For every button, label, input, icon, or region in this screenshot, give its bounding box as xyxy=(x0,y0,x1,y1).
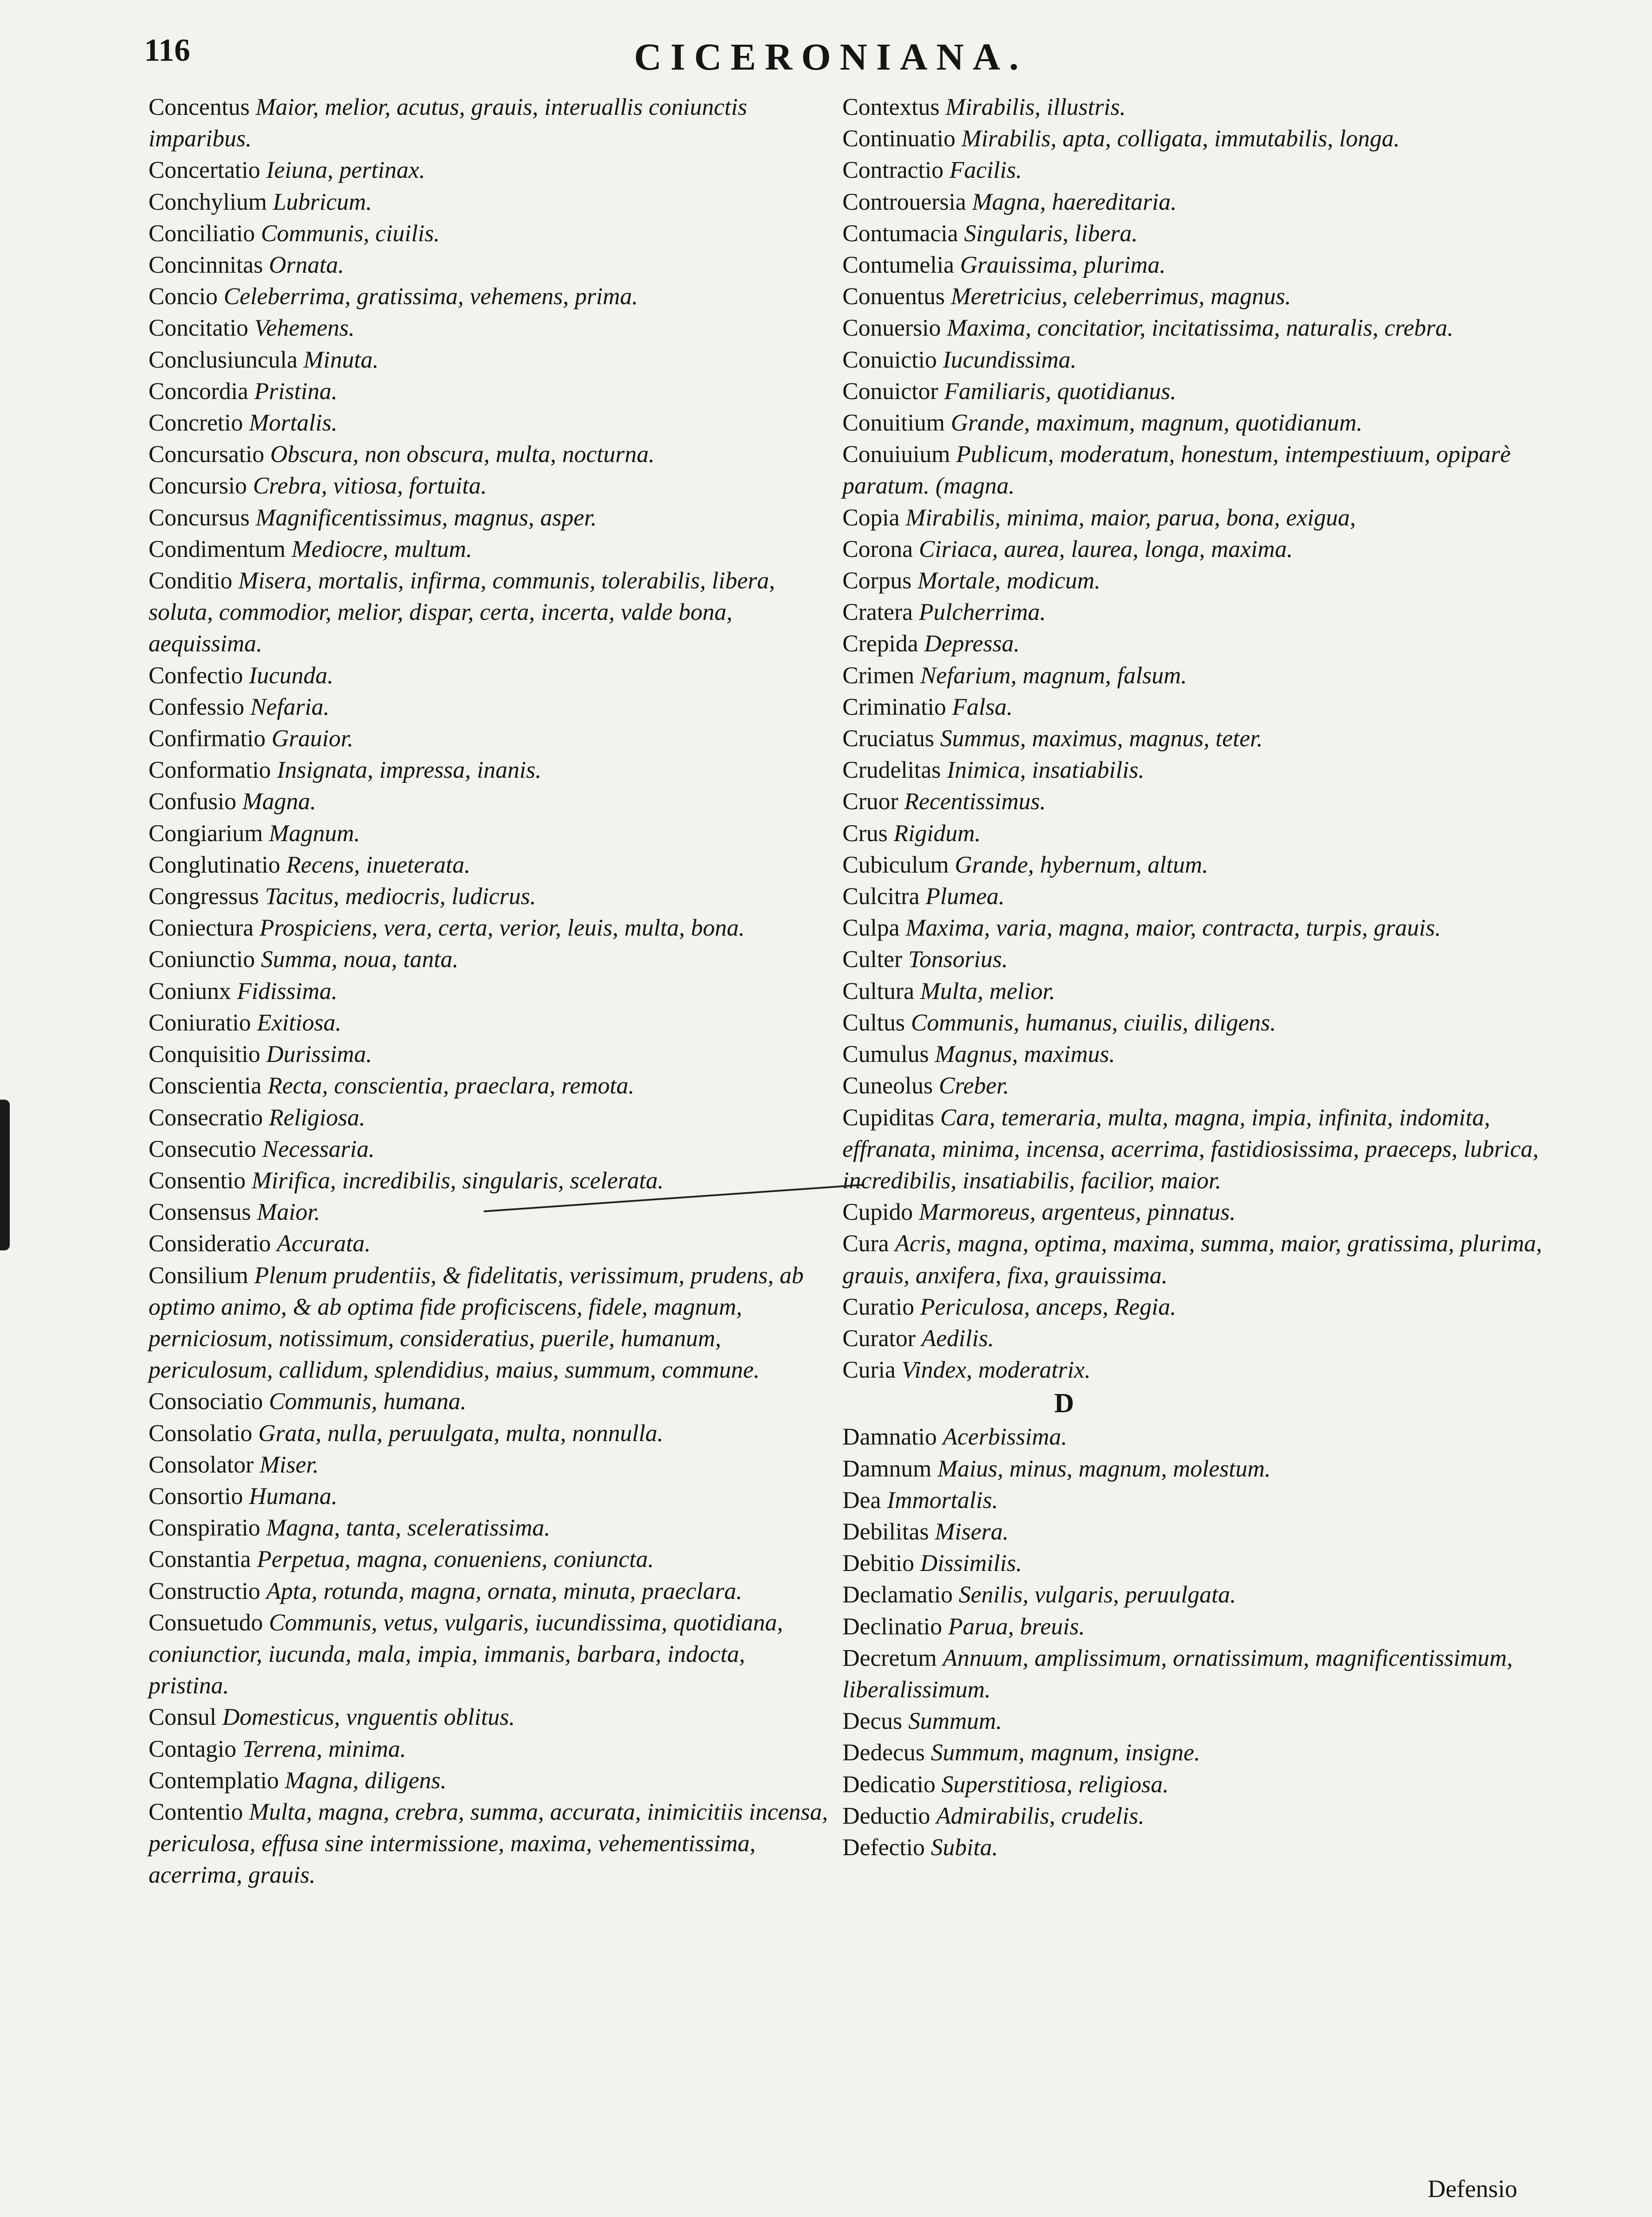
entry-epithets: Magna. xyxy=(242,788,317,815)
dictionary-entry xyxy=(149,754,831,786)
entry-headword: Damnatio xyxy=(842,1423,937,1450)
dictionary-entry xyxy=(149,881,831,912)
entry-headword: Consilium xyxy=(149,1261,249,1289)
dictionary-entry xyxy=(842,1007,1570,1038)
dictionary-entry xyxy=(149,1007,831,1038)
dictionary-entry xyxy=(842,1485,1570,1516)
entry-epithets: Mortalis. xyxy=(249,409,337,436)
entry-epithets: Aedilis. xyxy=(921,1324,994,1351)
dictionary-entry xyxy=(149,1386,831,1417)
dictionary-entry xyxy=(842,344,1570,376)
entry-headword: Concursio xyxy=(149,472,247,499)
entry-epithets: Exitiosa. xyxy=(257,1009,341,1036)
entry-headword: Declamatio xyxy=(842,1581,953,1608)
entry-epithets: Recens, inueterata. xyxy=(286,851,470,878)
dictionary-entry xyxy=(842,1737,1570,1768)
entry-epithets: Misera. xyxy=(935,1518,1009,1545)
entry-headword: Coniuratio xyxy=(149,1009,251,1036)
entry-headword: Condimentum xyxy=(149,535,286,562)
entry-epithets: Religiosa. xyxy=(269,1104,365,1131)
entry-headword: Cura xyxy=(842,1230,889,1257)
dictionary-entry xyxy=(149,154,831,186)
dictionary-entry xyxy=(842,439,1570,501)
dictionary-entry xyxy=(149,786,831,817)
entry-headword: Conquisitio xyxy=(149,1041,261,1068)
dictionary-entry xyxy=(149,1481,831,1512)
entry-headword: Decretum xyxy=(842,1644,937,1671)
entry-headword: Contemplatio xyxy=(149,1767,279,1794)
dictionary-entry xyxy=(842,186,1570,218)
entry-headword: Concursus xyxy=(149,504,250,531)
entry-epithets: Grata, nulla, peruulgata, multa, nonnulla. xyxy=(258,1419,664,1446)
entry-headword: Cuneolus xyxy=(842,1072,933,1099)
entry-headword: Dea xyxy=(842,1486,881,1513)
entry-epithets: Superstitiosa, religiosa. xyxy=(941,1770,1169,1798)
dictionary-entry xyxy=(842,1196,1570,1228)
dictionary-entry xyxy=(149,376,831,407)
dictionary-entry xyxy=(842,944,1570,975)
entry-epithets: Tacitus, mediocris, ludicrus. xyxy=(265,883,536,910)
entry-headword: Cubiculum xyxy=(842,851,949,878)
entry-epithets: Magna, diligens. xyxy=(285,1767,446,1794)
entry-epithets: Maxima, varia, magna, maior, contracta, turpis, grauis. xyxy=(905,914,1441,941)
entry-headword: Consuetudo xyxy=(149,1609,263,1636)
entry-headword: Defectio xyxy=(842,1833,925,1861)
entry-epithets: Recentissimus. xyxy=(904,788,1046,815)
entry-headword: Continuatio xyxy=(842,125,955,152)
entry-epithets: Marmoreus, argenteus, pinnatus. xyxy=(919,1199,1236,1226)
entry-headword: Conformatio xyxy=(149,756,271,783)
entry-epithets: Multa, melior. xyxy=(920,977,1055,1004)
entry-epithets: Perpetua, magna, conueniens, coniuncta. xyxy=(257,1546,654,1573)
dictionary-entry xyxy=(149,186,831,218)
dictionary-entry xyxy=(149,1575,831,1607)
entry-headword: Cupiditas xyxy=(842,1104,935,1131)
entry-headword: Constructio xyxy=(149,1577,260,1604)
dictionary-entry xyxy=(149,1133,831,1165)
dictionary-entry xyxy=(842,1038,1570,1070)
dictionary-entry xyxy=(842,123,1570,154)
running-head: CICERONIANA. xyxy=(634,35,1028,78)
entry-epithets: Mirabilis, apta, colligata, immutabilis, longa. xyxy=(961,125,1400,152)
entry-epithets: Accurata. xyxy=(277,1230,371,1257)
entry-epithets: Publicum, moderatum, honestum, intempestiuum, opiparè paratum. (magna. xyxy=(842,441,1511,499)
entry-epithets: Magnificentissimus, magnus, asper. xyxy=(255,504,597,531)
entry-headword: Consentio xyxy=(149,1167,246,1194)
entry-headword: Conuictor xyxy=(842,377,938,404)
entry-epithets: Celeberrima, gratissima, vehemens, prima. xyxy=(223,283,638,310)
dictionary-entry xyxy=(149,533,831,565)
left-column xyxy=(149,91,831,1891)
entry-epithets: Communis, ciuilis. xyxy=(261,219,440,247)
dictionary-entry xyxy=(149,249,831,281)
entry-epithets: Miser. xyxy=(259,1451,319,1478)
entry-epithets: Lubricum. xyxy=(273,188,372,215)
entry-epithets: Ieiuna, pertinax. xyxy=(266,157,425,184)
entry-epithets: Multa, magna, crebra, summa, accurata, inimicitiis incensa, periculosa, effusa sine intermissione, maxima, vehementissima, acerrima, grauis. xyxy=(149,1798,828,1888)
dictionary-entry xyxy=(842,1323,1570,1354)
entry-epithets: Domesticus, vnguentis oblitus. xyxy=(222,1704,515,1731)
entry-epithets: Senilis, vulgaris, peruulgata. xyxy=(959,1581,1236,1608)
dictionary-entry xyxy=(842,754,1570,786)
dictionary-entry xyxy=(149,439,831,470)
entry-epithets: Mediocre, multum. xyxy=(291,535,472,562)
entry-headword: Conspiratio xyxy=(149,1514,260,1541)
entry-headword: Consolatio xyxy=(149,1419,253,1446)
entry-epithets: Pulcherrima. xyxy=(919,599,1046,626)
entry-headword: Curia xyxy=(842,1356,896,1383)
dictionary-entry xyxy=(842,1832,1570,1863)
dictionary-entry xyxy=(842,1291,1570,1323)
dictionary-entry xyxy=(842,1579,1570,1610)
entry-headword: Conclusiuncula xyxy=(149,346,298,373)
dictionary-entry xyxy=(149,1701,831,1733)
dictionary-entry xyxy=(842,975,1570,1007)
entry-headword: Concursatio xyxy=(149,441,264,468)
dictionary-entry xyxy=(149,1102,831,1133)
entry-headword: Contumacia xyxy=(842,219,958,247)
page-edge-shadow xyxy=(0,1100,10,1250)
entry-headword: Conuiuium xyxy=(842,441,951,468)
entry-headword: Consortio xyxy=(149,1482,243,1509)
dictionary-entry xyxy=(842,881,1570,912)
dictionary-entry xyxy=(842,312,1570,344)
entry-epithets: Summum. xyxy=(908,1708,1002,1735)
entry-headword: Concitatio xyxy=(149,314,248,341)
entry-headword: Conuictio xyxy=(842,346,937,373)
entry-headword: Corpus xyxy=(842,567,912,594)
dictionary-entry xyxy=(842,1421,1570,1453)
entry-epithets: Maior. xyxy=(257,1199,321,1226)
entry-headword: Cruciatus xyxy=(842,725,934,752)
dictionary-entry xyxy=(842,1705,1570,1737)
entry-epithets: Minuta. xyxy=(303,346,379,373)
entry-headword: Coniunctio xyxy=(149,946,255,973)
entry-headword: Confessio xyxy=(149,693,244,720)
entry-epithets: Nefaria. xyxy=(250,693,330,720)
entry-headword: Coniectura xyxy=(149,914,254,941)
entry-epithets: Communis, humanus, ciuilis, diligens. xyxy=(911,1009,1276,1036)
entry-epithets: Periculosa, anceps, Regia. xyxy=(920,1293,1176,1320)
entry-epithets: Communis, humana. xyxy=(269,1388,467,1415)
entry-epithets: Meretricius, celeberrimus, magnus. xyxy=(951,283,1291,310)
entry-epithets: Singularis, libera. xyxy=(964,219,1138,247)
entry-epithets: Grauissima, plurima. xyxy=(960,251,1166,278)
entry-headword: Concertatio xyxy=(149,157,260,184)
entry-headword: Consociatio xyxy=(149,1388,263,1415)
entry-headword: Concretio xyxy=(149,409,243,436)
entry-epithets: Summus, maximus, magnus, teter. xyxy=(940,725,1263,752)
dictionary-entry xyxy=(842,1228,1570,1291)
entry-epithets: Depressa. xyxy=(924,630,1020,657)
dictionary-entry xyxy=(149,1260,831,1386)
entry-epithets: Acris, magna, optima, maxima, summa, maior, gratissima, plurima, grauis, anxifera, fixa, grauissima. xyxy=(842,1230,1542,1289)
dictionary-entry xyxy=(842,723,1570,754)
entry-epithets: Necessaria. xyxy=(262,1135,375,1162)
entry-epithets: Terrena, minima. xyxy=(242,1735,407,1762)
entry-epithets: Misera, mortalis, infirma, communis, tolerabilis, libera, soluta, commodior, melior, dispar, certa, incerta, valde bona, aequissima. xyxy=(149,567,775,657)
dictionary-entry xyxy=(842,1070,1570,1101)
entry-epithets: Rigidum. xyxy=(893,819,981,846)
entry-headword: Culcitra xyxy=(842,883,920,910)
entry-epithets: Parua, breuis. xyxy=(948,1613,1085,1640)
entry-headword: Contagio xyxy=(149,1735,236,1762)
dictionary-entry xyxy=(149,1607,831,1702)
dictionary-entry xyxy=(149,1196,831,1228)
dictionary-entry xyxy=(149,818,831,849)
dictionary-entry xyxy=(842,407,1570,439)
entry-headword: Confirmatio xyxy=(149,725,266,752)
entry-epithets: Mirabilis, illustris. xyxy=(945,94,1126,120)
entry-headword: Consul xyxy=(149,1704,217,1731)
entry-epithets: Pristina. xyxy=(254,377,337,404)
dictionary-entry xyxy=(149,1070,831,1101)
entry-headword: Debilitas xyxy=(842,1518,929,1545)
entry-epithets: Fidissima. xyxy=(237,977,338,1004)
dictionary-entry xyxy=(842,1769,1570,1800)
entry-headword: Consecratio xyxy=(149,1104,263,1131)
entry-headword: Conciliatio xyxy=(149,219,255,247)
dictionary-entry xyxy=(149,975,831,1007)
entry-epithets: Mirabilis, minima, maior, parua, bona, exigua, xyxy=(905,504,1356,531)
entry-headword: Declinatio xyxy=(842,1613,942,1640)
entry-headword: Crepida xyxy=(842,630,918,657)
catchword: Defensio xyxy=(1428,2175,1518,2203)
entry-headword: Conscientia xyxy=(149,1072,262,1099)
dictionary-entry xyxy=(149,218,831,249)
entry-epithets: Maxima, concitatior, incitatissima, naturalis, crebra. xyxy=(947,314,1453,341)
entry-headword: Deductio xyxy=(842,1802,930,1829)
entry-headword: Conuentus xyxy=(842,283,945,310)
entry-headword: Concentus xyxy=(149,94,250,120)
entry-headword: Contumelia xyxy=(842,251,954,278)
dictionary-entry xyxy=(842,1453,1570,1485)
dictionary-entry xyxy=(842,849,1570,881)
dictionary-entry xyxy=(842,628,1570,659)
entry-headword: Constantia xyxy=(149,1546,251,1573)
entry-epithets: Plenum prudentiis, & fidelitatis, verissimum, prudens, ab optimo animo, & ab optima fide proficiscens, fidele, magnum, perniciosum, notissimum, consideratius, puerile, humanum, periculosum, callidum, splendidius, maius, summum, commune. xyxy=(149,1261,804,1383)
entry-headword: Cratera xyxy=(842,599,913,626)
dictionary-entry xyxy=(842,1354,1570,1386)
dictionary-entry xyxy=(149,849,831,881)
entry-headword: Crus xyxy=(842,819,888,846)
dictionary-entry xyxy=(842,1800,1570,1832)
entry-epithets: Ornata. xyxy=(269,251,344,278)
dictionary-entry xyxy=(149,1512,831,1543)
entry-epithets: Subita. xyxy=(931,1833,998,1861)
page-number: 116 xyxy=(144,32,191,68)
entry-headword: Copia xyxy=(842,504,900,531)
entry-epithets: Magna, haereditaria. xyxy=(972,188,1177,215)
entry-headword: Conuitium xyxy=(842,409,945,436)
entry-headword: Consolator xyxy=(149,1451,254,1478)
entry-epithets: Acerbissima. xyxy=(943,1423,1067,1450)
entry-headword: Corona xyxy=(842,535,913,562)
dictionary-entry xyxy=(842,1611,1570,1642)
dictionary-entry xyxy=(149,1165,831,1196)
entry-epithets: Apta, rotunda, magna, ornata, minuta, praeclara. xyxy=(266,1577,742,1604)
entry-headword: Dedicatio xyxy=(842,1770,936,1798)
entry-epithets: Insignata, impressa, inanis. xyxy=(277,756,541,783)
dictionary-entry xyxy=(149,1765,831,1796)
entry-epithets: Summum, magnum, insigne. xyxy=(931,1739,1200,1766)
dictionary-entry xyxy=(149,312,831,344)
entry-epithets: Falsa. xyxy=(952,693,1013,720)
entry-headword: Coniunx xyxy=(149,977,231,1004)
entry-headword: Controuersia xyxy=(842,188,966,215)
entry-epithets: Creber. xyxy=(939,1072,1010,1099)
entry-headword: Contractio xyxy=(842,157,943,184)
entry-headword: Conuersio xyxy=(842,314,941,341)
entry-headword: Concinnitas xyxy=(149,251,263,278)
dictionary-entry xyxy=(842,281,1570,312)
entry-epithets: Plumea. xyxy=(925,883,1005,910)
entry-headword: Dedecus xyxy=(842,1739,925,1766)
dictionary-entry xyxy=(842,565,1570,596)
entry-headword: Congiarium xyxy=(149,819,263,846)
entry-epithets: Durissima. xyxy=(266,1041,372,1068)
dictionary-entry xyxy=(842,502,1570,533)
entry-headword: Confusio xyxy=(149,788,237,815)
entry-headword: Confectio xyxy=(149,662,243,689)
entry-epithets: Facilis. xyxy=(949,157,1022,184)
entry-headword: Congressus xyxy=(149,883,259,910)
dictionary-entry xyxy=(842,1642,1570,1705)
dictionary-entry xyxy=(149,912,831,944)
dictionary-entry xyxy=(842,912,1570,944)
entry-epithets: Maius, minus, magnum, molestum. xyxy=(937,1455,1271,1482)
entry-epithets: Annuum, amplissimum, ornatissimum, magnificentissimum, liberalissimum. xyxy=(842,1644,1513,1703)
entry-epithets: Prospiciens, vera, certa, verior, leuis, multa, bona. xyxy=(259,914,745,941)
entry-epithets: Summa, noua, tanta. xyxy=(261,946,458,973)
entry-headword: Consecutio xyxy=(149,1135,256,1162)
entry-headword: Curatio xyxy=(842,1293,914,1320)
entry-epithets: Iucunda. xyxy=(249,662,333,689)
dictionary-entry xyxy=(842,1547,1570,1579)
entry-epithets: Obscura, non obscura, multa, nocturna. xyxy=(270,441,655,468)
dictionary-entry xyxy=(842,660,1570,691)
dictionary-entry xyxy=(842,596,1570,628)
entry-epithets: Humana. xyxy=(249,1482,338,1509)
entry-headword: Conditio xyxy=(149,567,233,594)
dictionary-entry xyxy=(149,502,831,533)
entry-epithets: Magnus, maximus. xyxy=(935,1041,1116,1068)
entry-headword: Consensus xyxy=(149,1199,251,1226)
entry-epithets: Vindex, moderatrix. xyxy=(901,1356,1091,1383)
entry-headword: Decus xyxy=(842,1708,902,1735)
dictionary-entry xyxy=(149,407,831,439)
dictionary-entry xyxy=(842,249,1570,281)
entry-epithets: Admirabilis, crudelis. xyxy=(936,1802,1144,1829)
dictionary-entry xyxy=(149,1449,831,1481)
entry-epithets: Ciriaca, aurea, laurea, longa, maxima. xyxy=(919,535,1293,562)
dictionary-entry xyxy=(149,1228,831,1259)
entry-epithets: Grande, maximum, magnum, quotidianum. xyxy=(951,409,1362,436)
section-letter: D xyxy=(1054,1388,1074,1419)
dictionary-entry xyxy=(842,691,1570,723)
dictionary-entry xyxy=(842,376,1570,407)
dictionary-entry xyxy=(149,470,831,501)
entry-headword: Contextus xyxy=(842,94,940,120)
entry-headword: Consideratio xyxy=(149,1230,271,1257)
entry-headword: Contentio xyxy=(149,1798,243,1825)
entry-epithets: Inimica, insatiabilis. xyxy=(947,756,1144,783)
dictionary-entry xyxy=(149,691,831,723)
dictionary-entry xyxy=(149,565,831,660)
entry-epithets: Tonsorius. xyxy=(908,946,1008,973)
entry-epithets: Crebra, vitiosa, fortuita. xyxy=(253,472,487,499)
dictionary-entry xyxy=(842,533,1570,565)
entry-headword: Cultus xyxy=(842,1009,905,1036)
entry-headword: Debitio xyxy=(842,1550,914,1577)
entry-epithets: Mortale, modicum. xyxy=(917,567,1100,594)
entry-headword: Crimen xyxy=(842,662,914,689)
dictionary-entry xyxy=(149,91,831,154)
entry-headword: Cruor xyxy=(842,788,898,815)
entry-epithets: Grande, hybernum, altum. xyxy=(955,851,1208,878)
entry-epithets: Magnum. xyxy=(269,819,360,846)
entry-epithets: Dissimilis. xyxy=(920,1550,1022,1577)
entry-headword: Cultura xyxy=(842,977,914,1004)
entry-headword: Damnum xyxy=(842,1455,932,1482)
entry-epithets: Cara, temeraria, multa, magna, impia, infinita, indomita, effranata, minima, incensa, acerrima, fastidiosissima, praeceps, lubrica, incredibilis, insatiabilis, facilior, maior. xyxy=(842,1104,1539,1194)
dictionary-entry xyxy=(149,660,831,691)
entry-headword: Crudelitas xyxy=(842,756,941,783)
dictionary-entry xyxy=(149,344,831,376)
entry-epithets: Immortalis. xyxy=(887,1486,998,1513)
dictionary-entry xyxy=(149,723,831,754)
dictionary-entry xyxy=(842,91,1570,123)
entry-epithets: Familiaris, quotidianus. xyxy=(944,377,1177,404)
dictionary-entry xyxy=(149,1733,831,1765)
dictionary-entry xyxy=(842,1102,1570,1197)
right-column xyxy=(842,91,1570,1863)
entry-epithets: Magna, tanta, sceleratissima. xyxy=(266,1514,550,1541)
entry-epithets: Nefarium, magnum, falsum. xyxy=(920,662,1187,689)
dictionary-entry xyxy=(149,1796,831,1891)
entry-headword: Cumulus xyxy=(842,1041,929,1068)
entry-epithets: Communis, vetus, vulgaris, iucundissima, quotidiana, coniunctior, iucunda, mala, impia, immanis, barbara, indocta, pristina. xyxy=(149,1609,783,1699)
dictionary-entry xyxy=(842,818,1570,849)
dictionary-entry xyxy=(149,1543,831,1575)
dictionary-entry xyxy=(149,1038,831,1070)
entry-epithets: Maior, melior, acutus, grauis, interuallis coniunctis imparibus. xyxy=(149,94,747,152)
dictionary-entry xyxy=(842,218,1570,249)
entry-headword: Curator xyxy=(842,1324,916,1351)
entry-headword: Conglutinatio xyxy=(149,851,280,878)
entry-epithets: Recta, conscientia, praeclara, remota. xyxy=(267,1072,634,1099)
entry-epithets: Grauior. xyxy=(271,725,354,752)
entry-headword: Criminatio xyxy=(842,693,946,720)
dictionary-entry xyxy=(149,1418,831,1449)
entry-headword: Concio xyxy=(149,283,218,310)
entry-headword: Cupido xyxy=(842,1199,913,1226)
entry-headword: Concordia xyxy=(149,377,248,404)
entry-epithets: Mirifica, incredibilis, singularis, scelerata. xyxy=(251,1167,664,1194)
entry-headword: Culpa xyxy=(842,914,900,941)
dictionary-entry xyxy=(149,944,831,975)
entry-epithets: Vehemens. xyxy=(254,314,355,341)
entry-epithets: Iucundissima. xyxy=(943,346,1077,373)
entry-headword: Culter xyxy=(842,946,902,973)
entry-headword: Conchylium xyxy=(149,188,267,215)
dictionary-entry xyxy=(842,154,1570,186)
dictionary-entry xyxy=(149,281,831,312)
dictionary-entry xyxy=(842,1516,1570,1547)
dictionary-entry xyxy=(842,786,1570,817)
